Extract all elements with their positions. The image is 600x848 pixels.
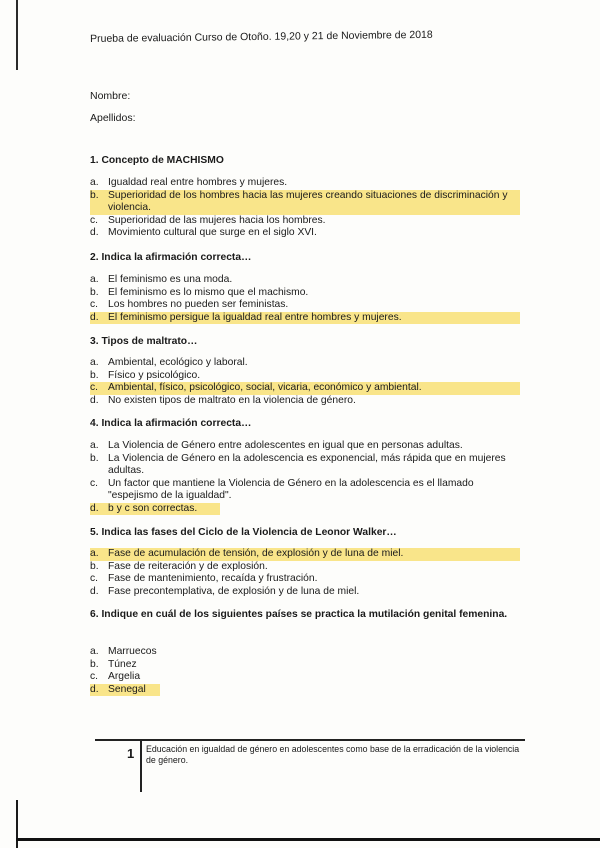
option-1b-highlighted (90, 190, 520, 215)
option-text: Fase de acumulación de tensión, de explosión y de luna de miel. (108, 548, 520, 561)
surname-field-label: Apellidos: (90, 112, 136, 124)
option-5a-highlighted (90, 548, 520, 561)
option-letter: c. (90, 214, 99, 226)
option-6d-highlighted (90, 684, 160, 697)
option-letter: a. (90, 357, 99, 368)
option-text: Fase precontemplativa, de explosión y de luna de miel. (108, 585, 360, 597)
option-text: Igualdad real entre hombres y mujeres. (108, 177, 288, 188)
option-2c (90, 299, 520, 312)
footer-rule (95, 739, 525, 741)
scan-edge-bottom (16, 838, 600, 841)
question-3-title: 3. Tipos de maltrato… (90, 336, 198, 347)
option-letter: b. (90, 369, 99, 381)
name-field-label: Nombre: (90, 90, 131, 102)
option-letter: b. (90, 286, 99, 298)
option-5d (90, 586, 520, 599)
option-text: La Violencia de Género entre adolescentes en igual que en personas adultas. (108, 440, 463, 451)
option-4d-highlighted (90, 503, 220, 516)
page-number: 1 (127, 746, 135, 761)
option-text: El feminismo es una moda. (108, 274, 233, 285)
option-text: Senegal (108, 684, 160, 697)
question-6-title: 6. Indique en cuál de los siguientes países se practica la mutilación genital femenina. (90, 609, 508, 620)
option-4b (90, 453, 520, 478)
option-text: Un factor que mantiene la Violencia de Género en la adolescencia es el llamado "espejismo de la igualdad". (108, 477, 474, 501)
option-letter: d. (90, 227, 99, 238)
option-text: Fase de reiteración y de explosión. (108, 560, 268, 572)
option-text: Físico y psicológico. (108, 369, 201, 381)
option-text: La Violencia de Género en la adolescencia es exponencial, más rápida que en mujeres adultas. (108, 452, 506, 476)
question-2-options (90, 274, 520, 324)
scan-edge-left (16, 0, 18, 848)
option-2a (90, 274, 520, 287)
option-4a (90, 440, 520, 453)
option-letter: b. (90, 560, 99, 572)
option-letter: c. (90, 573, 99, 584)
document-header: Prueba de evaluación Curso de Otoño. 19,20 y 21 de Noviembre de 2018 (90, 28, 433, 45)
option-letter: a. (90, 646, 99, 657)
option-letter: a. (90, 548, 108, 561)
option-3c-highlighted (90, 382, 520, 395)
question-3-options (90, 357, 520, 407)
question-1-title: 1. Concepto de MACHISMO (90, 155, 224, 166)
footer-divider (140, 740, 142, 792)
option-letter: a. (90, 177, 99, 188)
question-5-title: 5. Indica las fases del Ciclo de la Violencia de Leonor Walker… (90, 527, 397, 538)
question-4-options (90, 440, 520, 515)
option-3b (90, 370, 520, 383)
option-letter: c. (90, 477, 99, 489)
option-letter: a. (90, 440, 99, 451)
option-6c (90, 671, 520, 684)
option-3d (90, 395, 520, 408)
option-letter: c. (90, 382, 108, 395)
option-5b (90, 561, 520, 574)
option-text: Superioridad de las mujeres hacia los hombres. (108, 214, 326, 226)
option-1c (90, 215, 520, 228)
option-letter: b. (90, 658, 99, 670)
option-letter: c. (90, 299, 99, 310)
option-letter: b. (90, 190, 108, 215)
option-letter: d. (90, 684, 108, 697)
option-text: Marruecos (108, 646, 157, 657)
option-6b (90, 659, 520, 672)
question-5-options (90, 548, 520, 598)
option-6a (90, 646, 520, 659)
option-letter: d. (90, 585, 99, 597)
option-letter: d. (90, 312, 108, 325)
option-text: Ambiental, físico, psicológico, social, vicaria, económico y ambiental. (108, 382, 520, 395)
question-6-options (90, 646, 520, 696)
option-text: Movimiento cultural que surge en el siglo XVI. (108, 227, 317, 238)
option-3a (90, 357, 520, 370)
option-letter: d. (90, 503, 108, 516)
option-5c (90, 573, 520, 586)
option-letter: d. (90, 394, 99, 406)
option-2d-highlighted (90, 312, 520, 325)
option-text: El feminismo es lo mismo que el machismo. (108, 286, 309, 298)
option-4c (90, 478, 520, 503)
option-text: Túnez (108, 658, 137, 670)
question-2-title: 2. Indica la afirmación correcta… (90, 252, 252, 263)
option-1d (90, 227, 520, 240)
option-text: Fase de mantenimiento, recaída y frustración. (108, 573, 318, 584)
option-letter: c. (90, 671, 99, 682)
question-4-title: 4. Indica la afirmación correcta… (90, 418, 252, 429)
option-letter: b. (90, 452, 99, 464)
option-text: No existen tipos de maltrato en la violencia de género. (108, 394, 356, 406)
option-text: Superioridad de los hombres hacia las mujeres creando situaciones de discriminación y violencia. (108, 190, 520, 215)
option-text: Argelia (108, 671, 141, 682)
question-1-options (90, 177, 520, 240)
option-text: b y c son correctas. (108, 503, 220, 516)
option-text: Ambiental, ecológico y laboral. (108, 357, 248, 368)
option-text: Los hombres no pueden ser feministas. (108, 299, 289, 310)
option-1a (90, 177, 520, 190)
option-text: El feminismo persigue la igualdad real entre hombres y mujeres. (108, 312, 520, 325)
option-2b (90, 287, 520, 300)
footer-text: Educación en igualdad de género en adolescentes como base de la erradicación de la violencia de género. (146, 744, 520, 765)
option-letter: a. (90, 274, 99, 285)
